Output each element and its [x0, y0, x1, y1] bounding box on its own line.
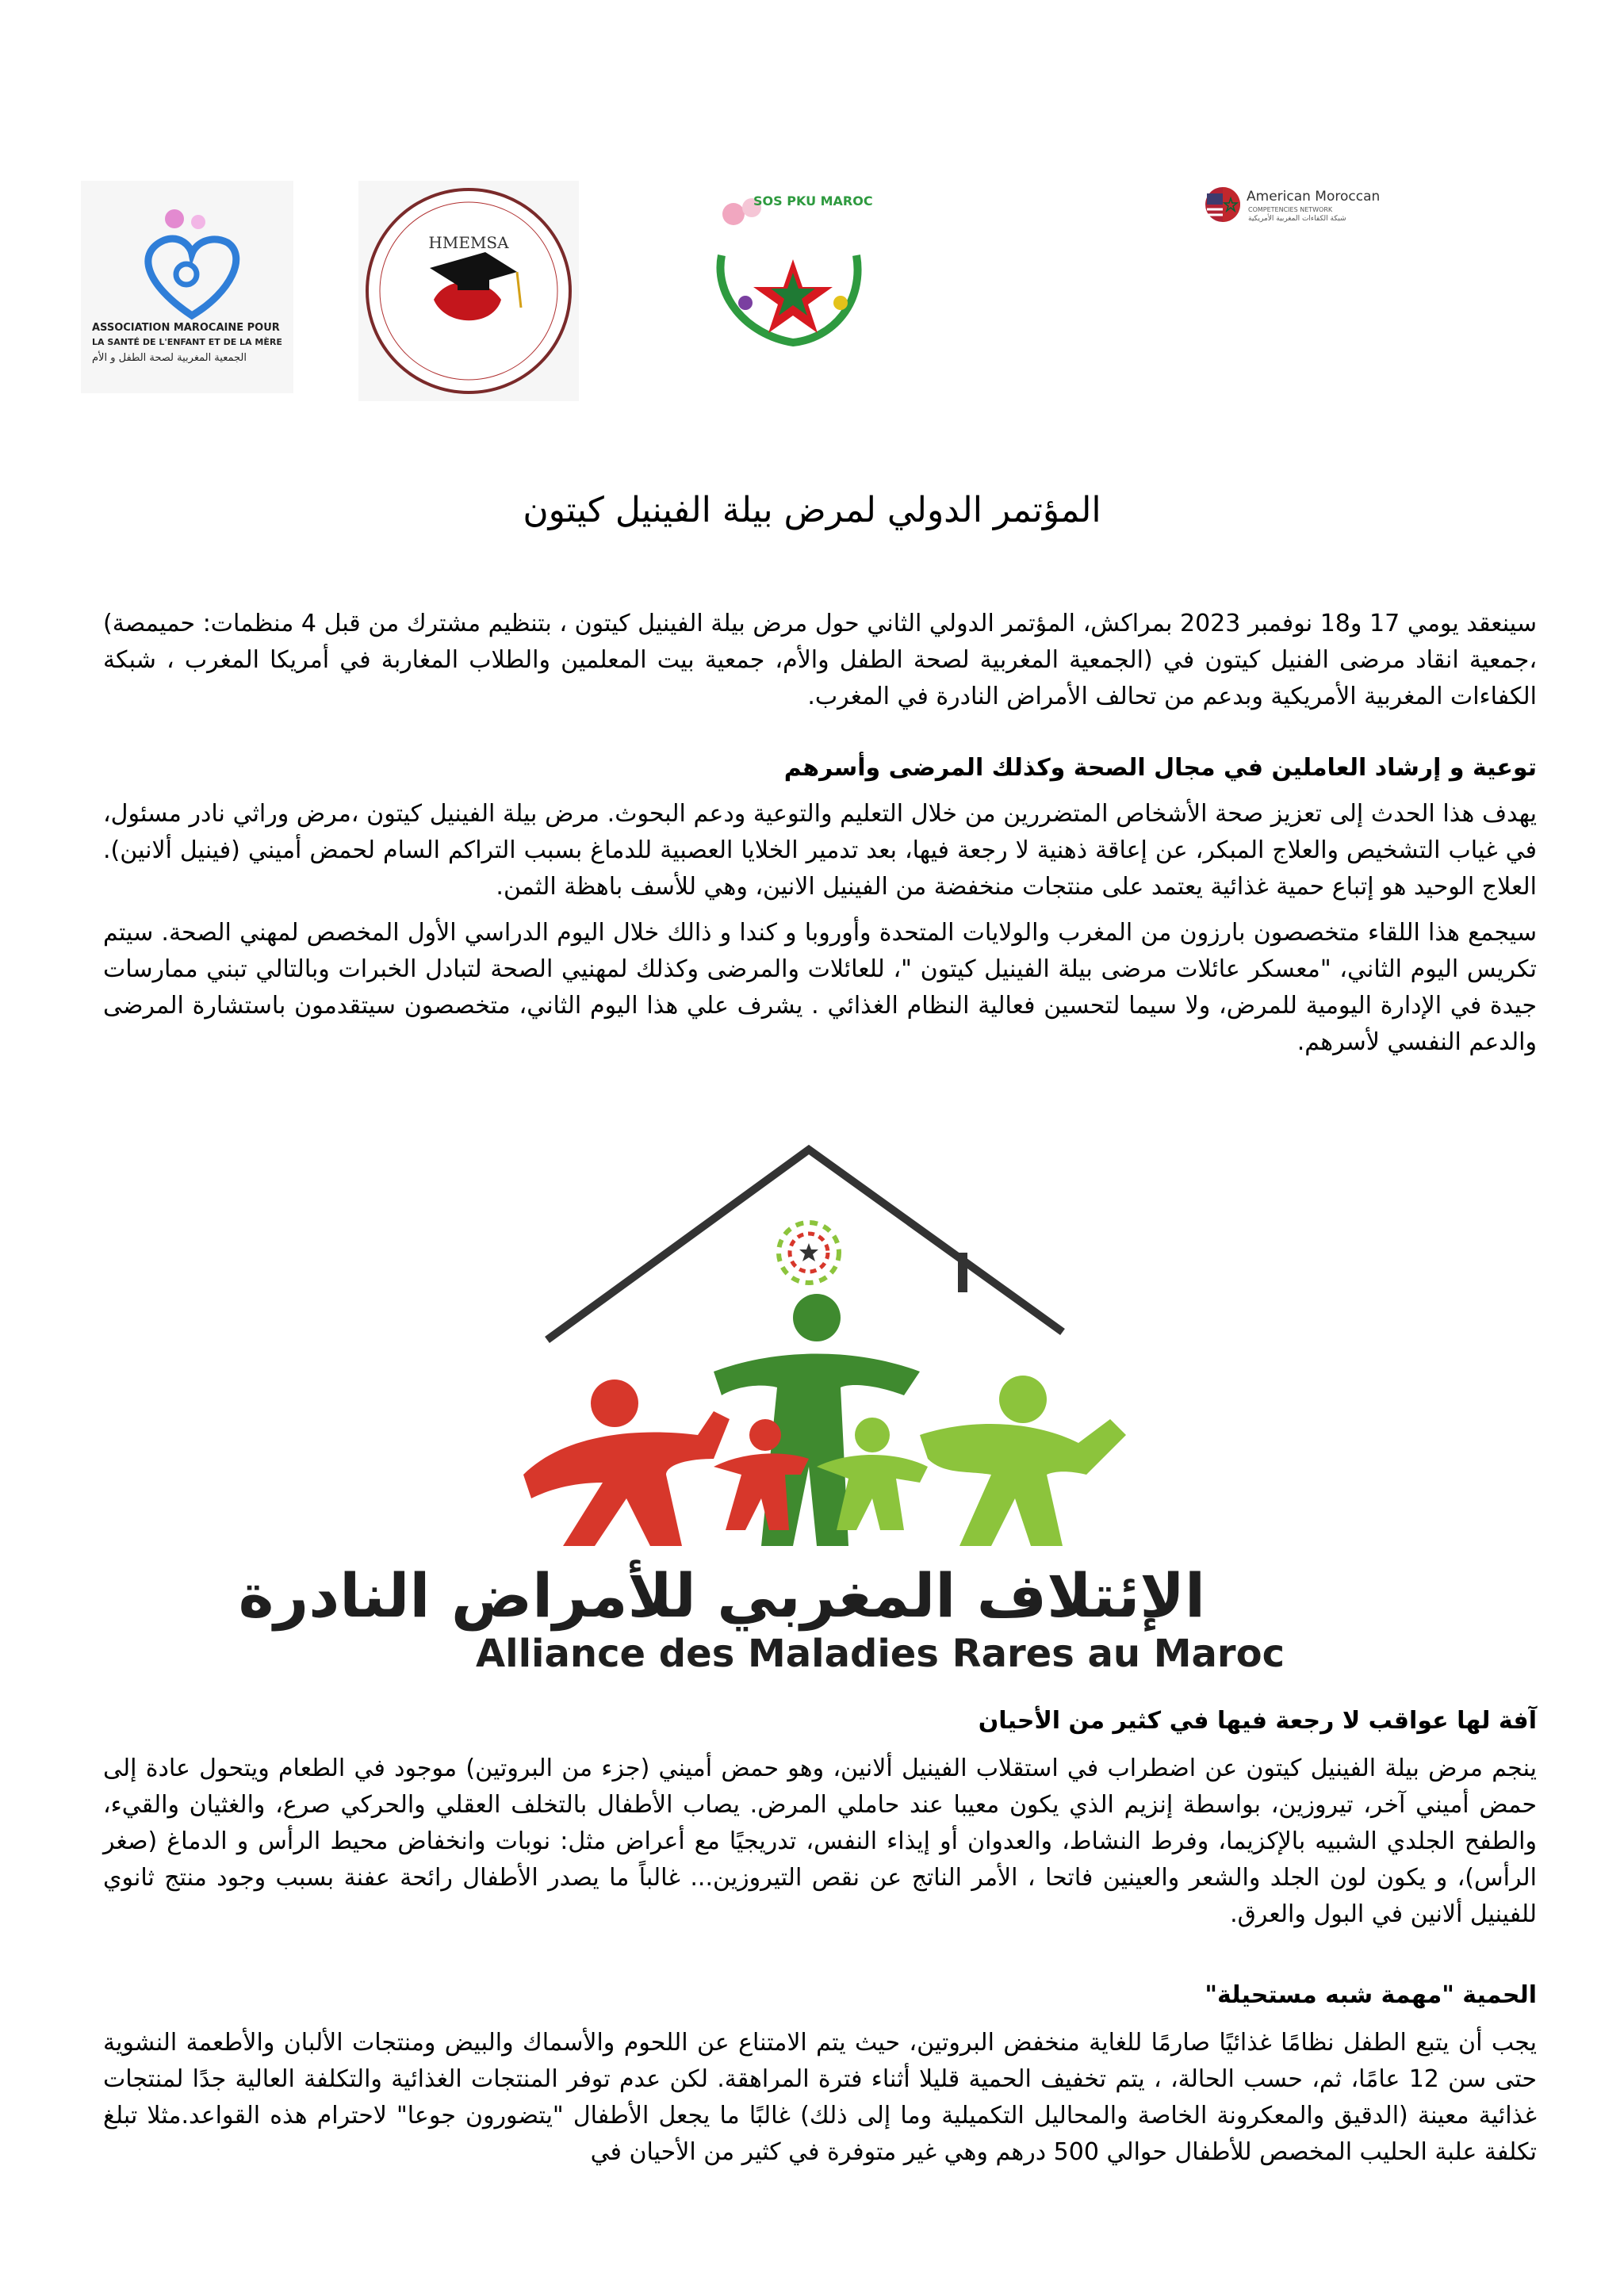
logo-amcn — [1204, 181, 1394, 236]
section-awareness-paragraph-1: يهدف هذا الحدث إلى تعزيز صحة الأشخاص المتضررين من خلال التعليم والتوعية ودعم البحوث. مرض بيلة الفينيل كيتون ،مرض وراثي نادر مسئول، في غياب التشخيص والعلاج المبكر، عن إعاقة ذهنية لا رجعة فيها، بعد تدمير الخلايا العصبية للدماغ بسبب التراكم السام لحمض أميني (فينيل ألانين). العلاج الوحيد هو إتباع حمية غذائية يعتمد على منتجات منخفضة من الفينيل الانين، وهي للأسف باهظة الثمن. — [103, 800, 1537, 901]
sos-pku-star-icon — [690, 184, 896, 382]
amcn-sub: COMPETENCIES NETWORK — [1248, 206, 1333, 213]
section-awareness-heading: توعية و إرشاد العاملين في مجال الصحة وكذلك المرضى وأسرهم — [783, 754, 1537, 782]
section-diet — [103, 1977, 1537, 2171]
section-disease — [103, 1703, 1537, 1933]
hmemsa-abbr: HMEMSA — [428, 233, 509, 252]
alliance-french-name: Alliance des Maladies Rares au Maroc — [476, 1632, 1285, 1676]
logo-hmemsa — [358, 181, 579, 401]
amcn-name: American Moroccan — [1247, 189, 1381, 205]
amsem-arabic: الجمعية المغربية لصحة الطفل و الأم — [92, 352, 247, 364]
alliance-arabic-name: الإئتلاف المغربي للأمراض النادرة — [238, 1560, 1205, 1631]
amcn-arabic: شبكة الكفاءات المغربية الأمريكية — [1248, 215, 1346, 223]
intro-paragraph: سينعقد يومي 17 و18 نوفمبر 2023 بمراكش، المؤتمر الدولي الثاني حول مرض بيلة الفينيل كيتون ، بتنظيم مشترك من قبل 4 منظمات: حميمصة) ،جمعية انقاد مرضى الفنيل كيتون في (الجمعية المغربية لصحة الطفل والأم، جمعية بيت المعلمين والطلاب المغاربة في أمريكا المغرب ، شبكة الكفاءات المغربية الأمريكية وبدعم من تحالف الأمراض النادرة في المغرب. — [103, 610, 1537, 710]
alliance-logo — [238, 1134, 1285, 1676]
us-morocco-flag-icon — [1204, 186, 1242, 224]
heart-mother-child-icon — [81, 181, 293, 323]
section-awareness-paragraph-2: سيجمع هذا اللقاء متخصصون بارزون من المغرب والولايات المتحدة وأوروبا و كندا و ذالك خلال اليوم الدراسي الأول المخصص لمهني الصحة. سيتم تكريس اليوم الثاني، "معسكر عائلات مرضى بيلة الفينيل كيتون "، للعائلات والمرضى وكذلك لمهنيي الصحة لتبادل الخبرات وبالتالي تبني ممارسات جيدة في الإدارة اليومية للمرض، ولا سيما لتحسين فعالية النظام الغذائي . يشرف علي هذا اليوم الثاني، متخصصون سيتقدمون باستشارة المرضى والدعم النفسي لأسرهم. — [103, 919, 1537, 1056]
house-family-icon — [476, 1134, 1205, 1578]
section-disease-heading: آفة لها عواقب لا رجعة فيها في كثير من الأحيان — [978, 1707, 1537, 1735]
sos-pku-name: SOS PKU MAROC — [753, 193, 873, 209]
logo-amsem — [81, 181, 293, 393]
section-diet-heading: الحمية "مهمة شبه مستحيلة" — [1205, 1981, 1537, 2009]
logo-sos-pku — [690, 184, 896, 382]
graduation-cap-seal-icon — [358, 181, 579, 401]
intro-section — [103, 606, 1537, 715]
page-title: المؤتمر الدولي لمرض بيلة الفينيل كيتون — [523, 490, 1101, 530]
amsem-line1: ASSOCIATION MAROCAINE POUR — [92, 322, 280, 334]
section-diet-paragraph-1: يجب أن يتبع الطفل نظامًا غذائيًا صارمًا للغاية منخفض البروتين، حيث يتم الامتناع عن اللحوم والأسماك والبيض ومنتجات الألبان والأطعمة النشوية حتى سن 12 عامًا، ثم، حسب الحالة، ، يتم تخفيف الحمية قليلا أثناء فترة المراهقة. لكن عدم توفر المنتجات الغذائية والتكلفة العالية جدًا لمنتجات غذائية معينة (الدقيق والمعكرونة الخاصة والمحاليل التكميلية وما إلى ذلك) غالبًا ما يجعل الأطفال "يتضورون جوعا" لاحترام هذه القواعد.مثلا تبلغ تكلفة علبة الحليب المخصص للأطفال حوالي 500 درهم وهي غير متوفرة في كثير من الأحيان في — [103, 2029, 1537, 2166]
section-awareness — [103, 750, 1537, 1061]
amsem-line2: LA SANTÉ DE L'ENFANT ET DE LA MÈRE — [92, 337, 282, 347]
section-disease-paragraph-1: ينجم مرض بيلة الفينيل كيتون عن اضطراب في استقلاب الفينيل ألانين، وهو حمض أميني (جزء من البروتين) موجود في الطعام ويتحول عادة إلى حمض أميني آخر، تيروزين، بواسطة إنزيم الذي يكون معيبا عند حاملي المرض. يصاب الأطفال بالتخلف العقلي والحركي صرع، والغثيان والقيء، والطفح الجلدي الشبيه بالإكزيما، وفرط النشاط، والعدوان أو إيذاء النفس، تدريجيًا مع أعراض مثل: نوبات وانخفاض محيط الرأس و الدماغ (صغر الرأس)، و يكون لون الجلد والشعر والعينين فاتحا ، الأمر الناتج عن نقص التيروزين... غالباً ما يصدر الأطفال رائحة عفنة بسبب وجود منتج ثانوي للفينيل ألانين في البول والعرق. — [103, 1755, 1537, 1928]
